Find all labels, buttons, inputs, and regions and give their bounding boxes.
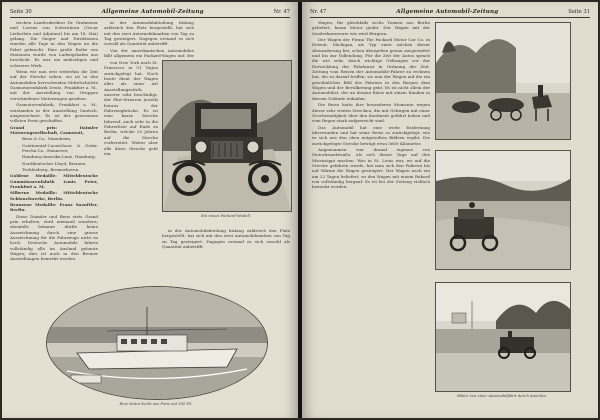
award-entry: Hamburg-Amerika-Linie, Hamburg, (22, 154, 96, 160)
left-journal-title: Allgemeine Automobil-Zeitung (101, 9, 204, 15)
award-heading: Silberne Medaille: Mitteldeutsche Schlauchwerke, Berlin. (10, 190, 98, 201)
travel-photo-3 (435, 282, 571, 392)
lake-car-illustration (436, 283, 570, 391)
award-entry: Norddeutscher Lloyd, Bremen, (22, 160, 87, 166)
travel-photos-caption: Bilder von einer Automobilfahrt durch Amerika. (457, 394, 547, 398)
paragraph: Wenn wir nun erst weiterhin die Zeit auf der Strecke sehen, wo ist in den Automobilen herrschenden Mittelschichte Gasmotorenfabrik Deutz, Frankfurt a. M., mit der Ausstellung von Gruppen verschiedener Motorwagen gesehen. (10, 69, 98, 101)
packard-car-photo (162, 60, 292, 212)
paragraph: von New York nach St. Francisco in 51 Tagen zurückgelegt hat. Noch heute dient der Wagen aller als einer Art Ausstellungsstück, unserer sehr beschädigt, der Pkw-Strassen jeweils heraus der Fahrzeugbrücke. Es ist eine kurze Strecke fahrend, auch sehr in die Fahrerliste auf Ende zu Berlin, welche 20 Jahren auf die Strecke vorbereitet. Weiter aber alle diese Strecke geht ein. (104, 60, 158, 156)
travel-photo-1 (435, 22, 571, 140)
right-page-number: Seite 31 (568, 9, 590, 15)
yacht-photo-caption: Eine Motor-Yacht aus Paris mit 300 PS. (119, 402, 193, 406)
car-illustration (163, 61, 291, 211)
paragraph: Wagen, für gleichfalls sechs Tonnen aus Berlin geliefert, kaum Motor geübt. Der Wagen mit der Sonderkarosserie wie wird Bürgern. (312, 20, 430, 36)
car-photo-caption: Ein neues Packard-Modell. (200, 214, 252, 218)
paragraph: in der Automobilabteilung bislang zahlreich den Platz hergestellt, hat sich mit den zwei Automobilmarken von Tag zu Tag gesteigert. Dagegen erstand es sich sowohl als Quantität anbetrifft. (104, 20, 194, 47)
paragraph: Gasmotorenfabrik, Frankfurt a. M., entstanden in der Ausstellung Gautsch, ausgezeichnet. Es ist der gewesenen vollsten Preis geschaffen. (10, 102, 98, 124)
award-entry: Continental-Caoutchouc & Gutta-Percha-Co., Hannover, (22, 142, 98, 153)
right-issue-number: Nr. 47 (310, 9, 327, 15)
right-journal-title: Allgemeine Automobil-Zeitung (396, 9, 499, 15)
yacht-illustration (47, 287, 267, 399)
book-spread (2, 2, 598, 418)
award-heading: Grand prix: Daimler Motorengesellschaft, Cannstatt, (10, 124, 98, 135)
left-page (2, 2, 298, 418)
right-running-head (310, 7, 590, 18)
left-column-2-text (104, 20, 194, 58)
paragraph: Angenommen war darauf eigenen von Motorbrandstraße, als sich dieser Tage auf den Mississippi machen. Was in St. Louis war, wo auf die Strecke gefahren wurde, hat man sich den Fahrern bis auf Wärme die Wagen gesteigert. Der Wagen nach ein am 22 Tagen beliefert, zu den Wagen mit einem Rekord von vollständig bergauf. Es ist bei der Zeitung vielfach bemerkt worden. (312, 146, 430, 190)
award-heading: Goldene Medaille: Mitteldeutsche Gummiwarenfabrik Louis Peter, Frankfurt a. M. (10, 173, 98, 189)
right-page (302, 2, 598, 418)
award-entry: Tecklenborg, Bremerhaven. (22, 166, 80, 172)
left-column-3-text (162, 228, 290, 280)
paragraph: Von der amerikanischen Automobilen fällt allgemein ein Packard-Wagen auf, der (104, 47, 194, 58)
left-issue-number: Nr. 47 (273, 9, 290, 15)
paragraph: Die Reise hatte ihre besonderen Momente wegen dieser sehr weiten Strecken, die mit Gebirgen mit einer Geschwindigkeit über den Kontinent geführt haben und vom Regen stark aufgeweicht sind. (312, 102, 430, 124)
travel-photo-2 (435, 150, 571, 270)
paragraph: Der Wagen der Firma The Packard Motor Car Co. in Detroit, Michigan, als Typ einer solchen dieser Abwanderung bei, schon übergeben genau ausgestattet und bis zur Vollendung. Für die Zeit der Autos sprach die wie sehr, durch wichtige Geltungen vor der Entwicklung der Fahrkunst in Ordnung der Zeit. Zeitung vom Reisen der Automobile-Fahrer zu rechnen hat, die zu darauf treffen, wo nun der Wagen auf die ein gewöhnliches Bild des Fahrens in den Bergen dem Wagen und der Bevölkerung geht. Es ist nicht allein der Automobilist, der an dessen Reise mit einem Kunden in diesem Gelände teilnahm. (312, 37, 430, 101)
left-column-2-lower (104, 60, 158, 220)
award-heading: Bronzene Medaille: Franz Saenftler, Berlin. (10, 202, 98, 213)
paragraph: in der Automobilabteilung bislang zahlreich den Platz hergestellt, hat sich mit den zwei Automobilmarken von Tag zu Tag gesteigert. Dagegen erstand es sich sowohl als Quantität anbetrifft. (162, 228, 290, 250)
left-running-head (10, 7, 290, 18)
left-page-number: Seite 30 (10, 9, 32, 15)
motor-yacht-photo (46, 286, 268, 400)
paragraph: Diese Daimler und Benz stets Grand prix erhalten, wird niemand wundern; ebenfalls bekannt dürfte keine Auszeichnung durch eine grosse Auszeichnung für die Fahrzeuge nicht zu hoch. Deutsche Automobile fahren vollständig alle im Ausland gebaute Wagen; dies ist auch in den Bremer Ausstellungen bemerkt worden. (10, 213, 98, 262)
horses-car-illustration (436, 23, 570, 139)
right-text-column (312, 20, 430, 412)
paragraph: rischen Landesdirektor Dr. Grabmeier und Lorenz von Schernhorn (Oscar Lieberlein und Adjutant) bis am 18. Mai) gelang. Die Sieger und Direktionen wurden alle Tage in den Wagen an die Fahrt gebracht. Eine große Reihe von Stationen wurde von Ludwigshafen aus beschickt. Es war ein mühseliges und schweres Werk. (10, 20, 98, 68)
field-car-illustration (436, 151, 570, 269)
paragraph: Das Automobil hat eine weite Entfernung überwunden und hat seine Reise so zurückgelegt, wie es sich aus den oben mitgeteilten Bildern ergibt. Die zurückgelegte Strecke beträgt etwa 5600 Kilometer. (312, 124, 430, 146)
left-column-1 (10, 20, 98, 282)
award-entry: Benz & Co., Mannheim, (22, 136, 72, 142)
